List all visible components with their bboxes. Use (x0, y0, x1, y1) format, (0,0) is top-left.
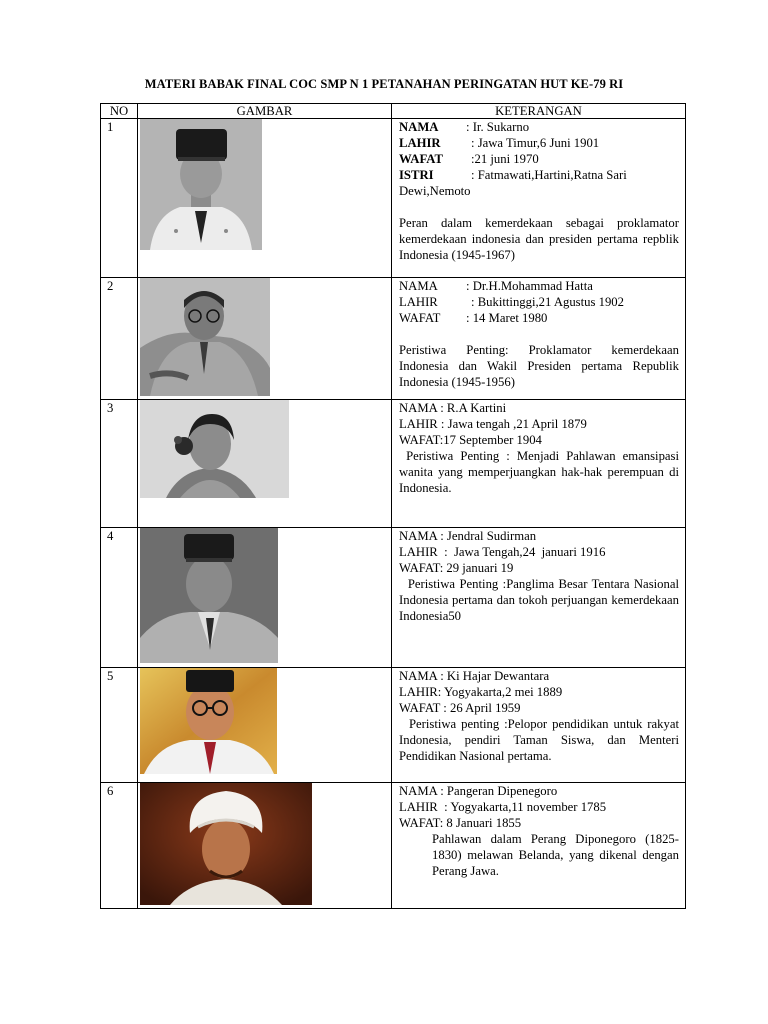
portrait-ki-hajar-dewantara (140, 668, 277, 774)
keterangan-cell (392, 400, 686, 528)
row-number: 2 (101, 278, 138, 400)
hero-birth: LAHIR : Jawa tengah ,21 April 1879 (399, 417, 587, 431)
table-row (101, 528, 686, 668)
portrait-cell (138, 668, 392, 783)
portrait-sukarno (140, 119, 262, 250)
hero-description: Peristiwa Penting : Menjadi Pahlawan emansipasi wanita yang memperjuangkan hak-hak perempuan di Indonesia. (399, 449, 683, 495)
portrait-cell (138, 400, 392, 528)
hero-death: WAFAT: 29 januari 19 (399, 561, 514, 575)
header-no: NO (101, 104, 138, 119)
hero-description: Peristiwa Penting :Panglima Besar Tentara Nasional Indonesia pertama dan tokoh perjuangan kemerdekaan Indonesia50 (399, 577, 683, 623)
field-label: WAFAT (399, 152, 443, 166)
hero-table (100, 103, 686, 909)
hero-name: NAMA : R.A Kartini (399, 401, 507, 415)
hero-name: NAMA : Jendral Sudirman (399, 529, 537, 543)
hero-description: Pahlawan dalam Perang Diponegoro (1825-1830) melawan Belanda, yang dikenal dengan Perang Jawa. (432, 832, 679, 878)
keterangan-cell (392, 783, 686, 909)
field-value: : Bukittinggi,21 Agustus 1902 (471, 295, 624, 309)
row-number: 6 (101, 783, 138, 909)
keterangan-cell (392, 668, 686, 783)
hero-birth: LAHIR : Jawa Tengah,24 januari 1916 (399, 545, 606, 559)
portrait-cell (138, 119, 392, 278)
field-value: : 14 Maret 1980 (466, 311, 548, 325)
table-row (101, 278, 686, 400)
field-label: NAMA (399, 279, 438, 293)
keterangan-cell (392, 278, 686, 400)
hero-name: NAMA : Pangeran Dipenegoro (399, 784, 558, 798)
portrait-kartini (140, 400, 289, 498)
hero-death: WAFAT : 26 April 1959 (399, 701, 521, 715)
portrait-cell (138, 783, 392, 909)
portrait-hatta (140, 278, 270, 396)
portrait-cell (138, 528, 392, 668)
portrait-sudirman (140, 528, 278, 663)
field-value: :21 juni 1970 (471, 152, 539, 166)
row-number: 5 (101, 668, 138, 783)
table-header-row (101, 104, 686, 119)
table-row (101, 119, 686, 278)
table-row (101, 668, 686, 783)
row-number: 4 (101, 528, 138, 668)
field-label: ISTRI (399, 168, 434, 182)
hero-description: Peristiwa Penting: Proklamator kemerdekaan Indonesia dan Wakil Presiden pertama Republik Indonesia (1945-1956) (399, 343, 679, 389)
hero-birth: LAHIR: Yogyakarta,2 mei 1889 (399, 685, 563, 699)
row-number: 1 (101, 119, 138, 278)
field-continuation: Dewi,Nemoto (399, 184, 471, 198)
table-row (101, 400, 686, 528)
hero-death: WAFAT:17 September 1904 (399, 433, 542, 447)
hero-birth: LAHIR : Yogyakarta,11 november 1785 (399, 800, 607, 814)
field-value: : Jawa Timur,6 Juni 1901 (471, 136, 600, 150)
hero-name: NAMA : Ki Hajar Dewantara (399, 669, 550, 683)
portrait-diponegoro (140, 783, 312, 905)
field-label: LAHIR (399, 136, 441, 150)
page-title: MATERI BABAK FINAL COC SMP N 1 PETANAHAN PERINGATAN HUT KE-79 RI (144, 77, 624, 91)
hero-description: Peristiwa penting :Pelopor pendidikan untuk rakyat Indonesia, pendiri Taman Siswa, dan Menteri Pendidikan Nasional pertama. (399, 717, 683, 763)
keterangan-cell (392, 528, 686, 668)
field-label: LAHIR (399, 295, 438, 309)
field-value: : Dr.H.Mohammad Hatta (466, 279, 593, 293)
table-row (101, 783, 686, 909)
keterangan-cell (392, 119, 686, 278)
hero-description: Peran dalam kemerdekaan sebagai proklamator kemerdekaan indonesia dan presiden pertama repblik Indonesia (1945-1967) (399, 216, 679, 262)
field-label: WAFAT (399, 311, 441, 325)
portrait-cell (138, 278, 392, 400)
hero-death: WAFAT: 8 Januari 1855 (399, 816, 522, 830)
field-label: NAMA (399, 120, 439, 134)
header-keterangan: KETERANGAN (392, 104, 686, 119)
row-number: 3 (101, 400, 138, 528)
header-gambar: GAMBAR (138, 104, 392, 119)
field-value: : Ir. Sukarno (466, 120, 530, 134)
field-value: : Fatmawati,Hartini,Ratna Sari (471, 168, 627, 182)
